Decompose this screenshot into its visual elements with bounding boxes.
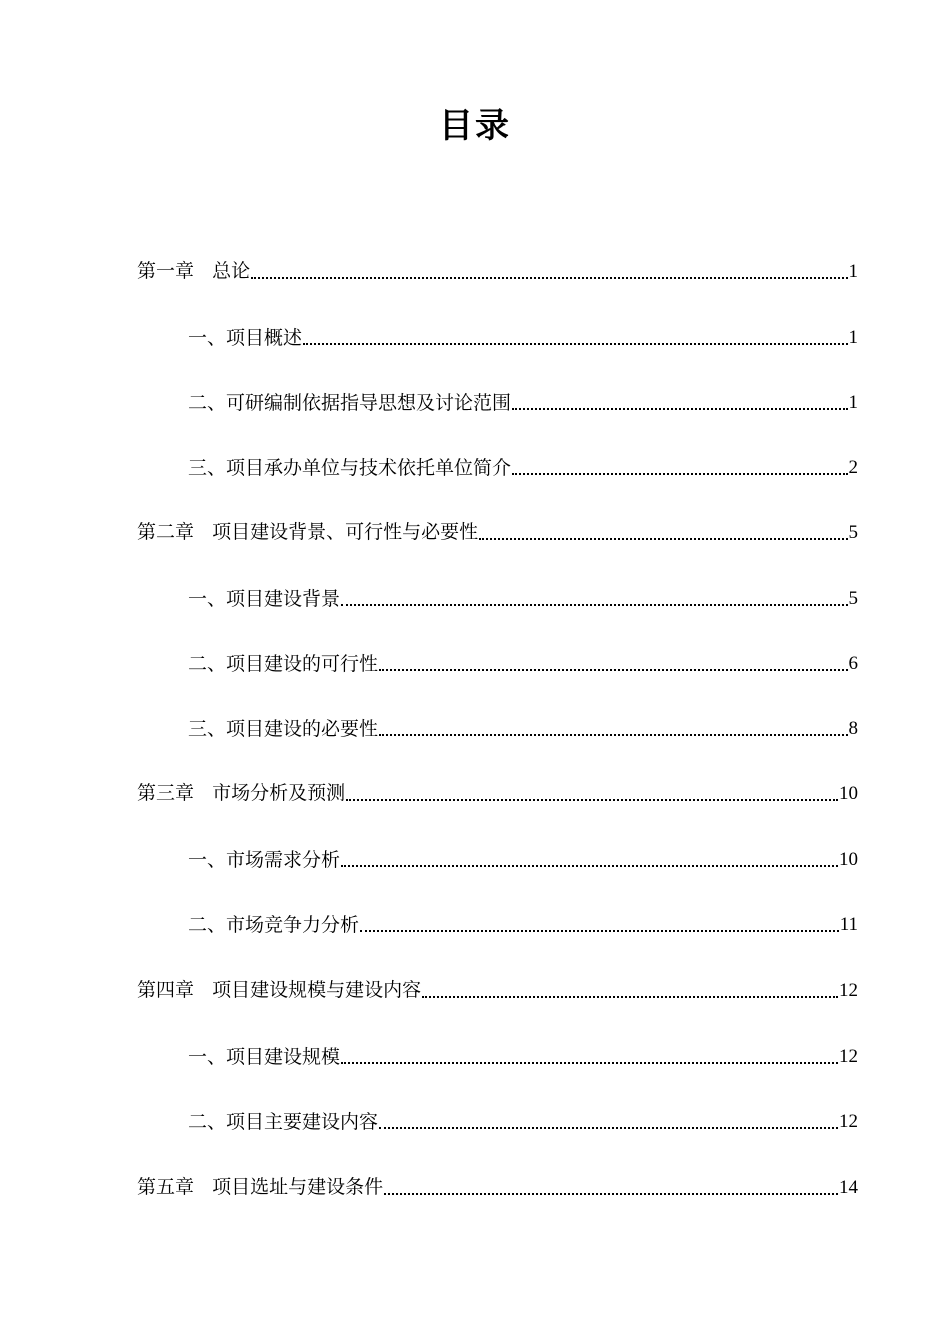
toc-entry-title: 项目建设背景、可行性与必要性 [212,521,479,543]
toc-entry-page: 1 [848,327,858,348]
toc-entry-section[interactable] [188,584,858,614]
toc-entry-chapter-2[interactable] [137,518,858,548]
toc-entry-number: 三、 [188,457,227,479]
toc-entry-section[interactable] [188,714,858,744]
toc-entry-title: 可研编制依据指导思想及讨论范围 [226,392,512,414]
toc-entry-title: 总论 [212,260,251,282]
toc-entry-section[interactable] [188,845,858,875]
dot-leader [360,930,839,932]
toc-entry-chapter-1[interactable] [137,257,858,287]
toc-entry-section[interactable] [188,388,858,418]
toc-entry-title: 项目建设的必要性 [226,718,379,740]
toc-entry-number: 三、 [188,718,227,740]
toc-entry-number: 一、 [188,588,227,610]
toc-entry-number: 二、 [188,392,227,414]
toc-entry-title: 项目选址与建设条件 [212,1176,384,1198]
toc-entry-title: 项目承办单位与技术依托单位简介 [226,457,512,479]
toc-entry-title: 项目建设规模与建设内容 [212,979,422,1001]
toc-entry-page: 5 [848,588,858,609]
toc-entry-number: 第四章 [137,980,195,1001]
toc-entry-page: 12 [839,1111,858,1132]
dot-leader [251,277,847,279]
toc-entry-section[interactable] [188,1107,858,1137]
dot-leader [379,1127,838,1129]
toc-entry-page: 8 [848,718,858,739]
dot-leader [384,1193,838,1195]
toc-entry-number: 第五章 [137,1177,195,1198]
dot-leader [512,473,847,475]
toc-entry-number: 二、 [188,914,227,936]
dot-leader [379,734,847,736]
dot-leader [341,604,847,606]
toc-entry-number: 一、 [188,327,227,349]
toc-entry-title: 项目主要建设内容 [226,1111,379,1133]
dot-leader [512,408,847,410]
toc-entry-number: 第二章 [137,522,195,543]
toc-entry-number: 二、 [188,1111,227,1133]
toc-entry-number: 第三章 [137,783,195,804]
toc-entry-chapter-3[interactable] [137,779,858,809]
toc-entry-number: 一、 [188,849,227,871]
toc-entry-number: 第一章 [137,261,195,282]
toc-entry-page: 1 [848,261,858,282]
page-title: 目录 [439,106,511,146]
toc-entry-title: 项目建设的可行性 [226,653,379,675]
toc-entry-title: 市场竞争力分析 [226,914,360,936]
toc-entry-title: 项目建设规模 [226,1046,341,1068]
toc-entry-section[interactable] [188,1042,858,1072]
dot-leader [303,343,847,345]
dot-leader [422,996,838,998]
toc-entry-section[interactable] [188,453,858,483]
toc-entry-page: 10 [839,783,858,804]
toc-entry-page: 2 [848,457,858,478]
toc-entry-page: 12 [839,1046,858,1067]
toc-entry-number: 一、 [188,1046,227,1068]
toc-entry-page: 12 [839,980,858,1001]
toc-entry-page: 1 [848,392,858,413]
toc-entry-title: 市场需求分析 [226,849,341,871]
toc-entry-section[interactable] [188,649,858,679]
toc-entry-number: 二、 [188,653,227,675]
toc-entry-chapter-4[interactable] [137,976,858,1006]
toc-entry-section[interactable] [188,910,858,940]
toc-entry-title: 项目建设背景 [226,588,341,610]
toc-entry-page: 14 [839,1177,858,1198]
toc-entry-title: 项目概述 [226,327,303,349]
dot-leader [346,799,838,801]
dot-leader [341,1062,838,1064]
toc-entry-page: 6 [848,653,858,674]
toc-entry-page: 11 [839,914,858,935]
dot-leader [341,865,838,867]
dot-leader [479,538,847,540]
toc-entry-chapter-5[interactable] [137,1173,858,1203]
toc-entry-title: 市场分析及预测 [212,782,346,804]
toc-entry-page: 10 [839,849,858,870]
toc-entry-section[interactable] [188,323,858,353]
dot-leader [379,669,847,671]
toc-entry-page: 5 [848,522,858,543]
